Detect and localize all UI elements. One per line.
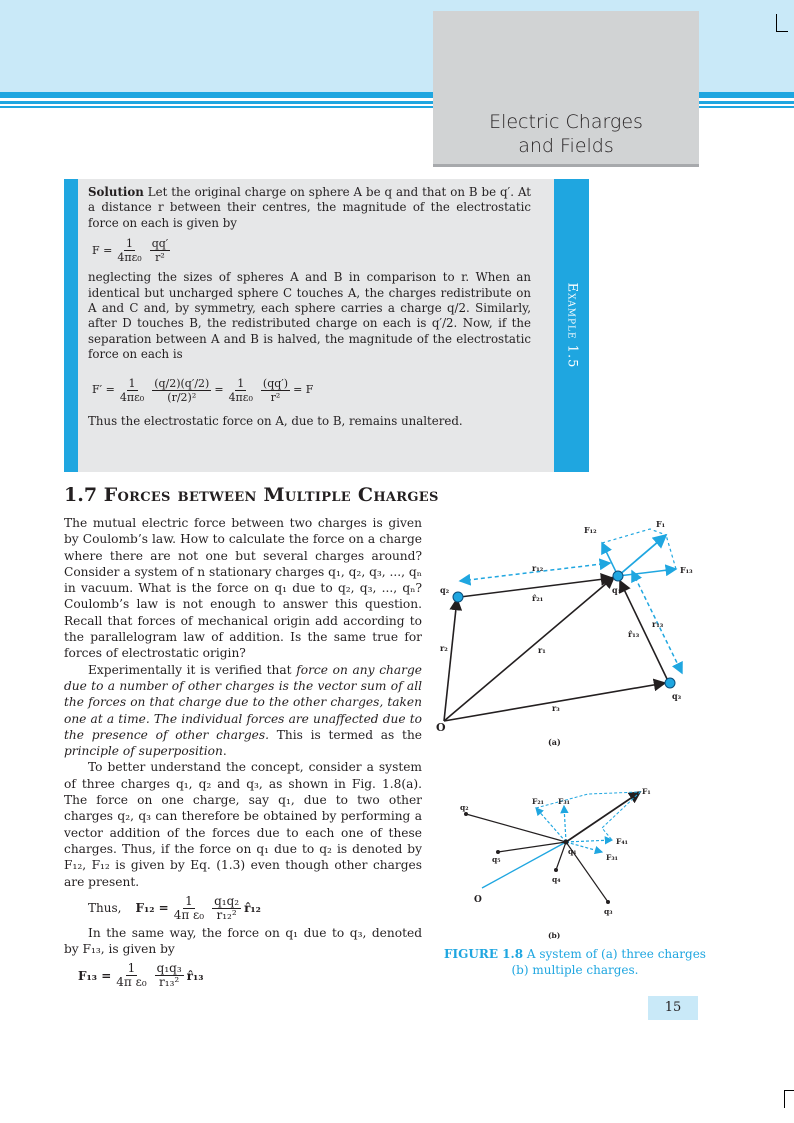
label-q2: q₂ (460, 803, 469, 812)
charge-q1 (564, 840, 569, 845)
fraction (118, 377, 146, 404)
chapter-title (433, 110, 699, 158)
numerator: 1 (185, 893, 193, 908)
p2-text: . (222, 744, 227, 759)
section-heading (64, 484, 439, 506)
numerator: 1 (237, 376, 245, 390)
numerator: (q/2)(q′/2) (154, 376, 210, 390)
label-q3: q₃ (672, 691, 682, 701)
label-f13: F₁₃ (680, 565, 693, 575)
vector-r1 (444, 577, 614, 721)
p2-text: Experimentally it is verified that (88, 662, 297, 677)
chapter-title-box (433, 11, 699, 167)
denominator: 4πε₀ (119, 390, 145, 404)
label-r13: r₁₃ (652, 619, 664, 629)
example-label-text: Example 1.5 (564, 282, 580, 369)
label-f31b: F₃₁ (606, 853, 618, 862)
label-f1: F₁ (642, 787, 651, 796)
body-text (64, 515, 422, 989)
charge-q3 (606, 900, 610, 904)
charge-q2 (464, 812, 468, 816)
label-r21hat: r̂₂₁ (532, 593, 544, 603)
crop-mark (776, 14, 777, 32)
numerator: q₁q₃ (156, 961, 182, 976)
p2-text: This is termed as the (269, 727, 423, 742)
label-q5: q₅ (492, 855, 501, 864)
label-q3: q₃ (604, 907, 613, 916)
equation-f12 (88, 895, 422, 922)
denominator: (r/2)² (167, 390, 197, 404)
charge-q3 (665, 678, 675, 688)
label-q2: q₂ (440, 585, 450, 595)
eq-lhs: F₁₂ = (135, 901, 169, 916)
label-r1: r₁ (538, 645, 546, 655)
numerator: 1 (128, 376, 136, 390)
force-f31 (564, 806, 566, 842)
figure-caption (440, 946, 710, 978)
label-f21: F₂₁ (532, 797, 544, 806)
numerator: qq′ (151, 237, 169, 251)
fraction (172, 895, 206, 922)
denominator: 4π ε₀ (116, 975, 147, 990)
charge-q1 (613, 571, 623, 581)
label-sub-b: (b) (548, 931, 561, 940)
eq-rhs: r̂₁₂ (244, 901, 261, 916)
p2-italic: force on any charge due to a number of other charges is the vector sum of all the forces on that charge due to the other charges, taken one at a time. The individual forces are unaffected due to the presence of other charges. (64, 662, 422, 742)
paragraph-1: The mutual electric force between two charges is given by Coulomb’s law. How to calculate the force on a charge where there are not one but several charges around? Consider a system of n stationary charges q₁, q₂, q₃, ..., qₙ in vacuum. What is the force on q₁ due to q₂, q₃, ..., qₙ? Coulomb’s law is not enough to answer this question. Recall that forces of mechanical origin add according to the parallelogram law of addition. Is the same true for forces of electrostatic origin? (64, 516, 422, 661)
thus-label: Thus, (88, 901, 122, 916)
fraction (114, 962, 148, 989)
denominator: 4πε₀ (228, 390, 253, 404)
force-f12 (602, 543, 618, 576)
label-f41: F₄₁ (616, 837, 628, 846)
eq-lhs: F = (92, 244, 113, 258)
chapter-title-line2: and Fields (518, 135, 614, 157)
label-r13hat: r̂₁₃ (628, 629, 640, 639)
label-q1: q₁ (568, 847, 577, 856)
force-f21 (536, 808, 566, 842)
charge-q4 (554, 868, 558, 872)
crop-mark (776, 31, 788, 32)
parallelogram (602, 529, 666, 543)
example-solution (88, 185, 531, 429)
denominator: r² (270, 390, 281, 404)
numerator: 1 (126, 237, 134, 251)
label-f1: F₁ (656, 519, 666, 529)
chapter-title-line1: Electric Charges (489, 111, 643, 133)
solution-para1: Let the original charge on sphere A be q and that on B be q′. At a distance r between their centres, the magnitude of the electrostatic force on each is given by (88, 185, 531, 230)
force-f13 (618, 569, 676, 576)
denominator: 4π ε₀ (173, 907, 205, 922)
denominator: r₁₃² (159, 975, 180, 990)
label-r12: r₁₂ (532, 563, 544, 573)
example-label (554, 179, 589, 472)
crop-mark (784, 1090, 785, 1108)
fraction (261, 377, 290, 404)
vector-r2 (444, 599, 457, 721)
label-r3: r₃ (552, 703, 560, 713)
eq-rhs: r̂₁₃ (186, 968, 204, 983)
eq-lhs: F′ = (92, 383, 115, 397)
paragraph-2 (64, 662, 422, 760)
solution-label: Solution (88, 185, 144, 199)
equation-f13 (78, 962, 422, 989)
parallelogram (666, 535, 676, 569)
label-sub-a: (a) (548, 737, 561, 747)
fraction (152, 377, 211, 404)
denominator: r² (155, 251, 165, 265)
section-title: Forces between Multiple Charges (103, 484, 439, 506)
example-left-bar (64, 179, 78, 472)
eq-equals: = (214, 383, 224, 397)
fraction (212, 895, 241, 922)
figure-1-8a (432, 515, 702, 755)
figure-caption-number: FIGURE 1.8 (444, 947, 524, 961)
figure-caption-text: A system of (a) three charges (b) multiple charges. (511, 947, 706, 977)
charge-q5 (496, 850, 500, 854)
numerator: (qq′) (262, 376, 289, 390)
label-origin: O (436, 721, 446, 734)
label-q1: q₁ (612, 585, 622, 595)
fraction (155, 962, 184, 989)
line-q1-q2 (466, 814, 566, 842)
fraction (227, 377, 255, 404)
label-f31: F₃₁ (558, 797, 570, 806)
label-q4: q₄ (552, 875, 561, 884)
example-box (64, 179, 589, 472)
numerator: q₁q₂ (214, 893, 240, 908)
eq-rhs: = F (293, 383, 314, 397)
denominator: r₁₂² (216, 907, 237, 922)
force-f1 (618, 535, 666, 576)
eq-lhs: F₁₃ = (78, 968, 112, 983)
paragraph-3: To better understand the concept, consider a system of three charges q₁, q₂ and q₃, as shown in Fig. 1.8(a). The force on one charge, say q₁, due to two other charges q₂, q₃ can therefore be obtained by performing a vector addition of the forces due to each one of these charges. Thus, if the force on q₁ due to q₂ is denoted by F₁₂, F₁₂ is given by Eq. (1.3) even though other charges are present. (64, 760, 422, 889)
vector-r3 (444, 683, 665, 721)
label-origin: O (474, 895, 482, 905)
solution-para3: Thus the electrostatic force on A, due to B, remains unaltered. (88, 413, 463, 428)
equation-f (92, 237, 531, 264)
charge-q2 (453, 592, 463, 602)
paragraph-4: In the same way, the force on q₁ due to q₃, denoted by F₁₃, is given by (64, 925, 422, 957)
polygon-sum (536, 792, 640, 840)
figure-1-8b (452, 782, 662, 942)
denominator: 4πε₀ (117, 251, 142, 265)
label-f12: F₁₂ (584, 525, 597, 535)
crop-mark (784, 1090, 794, 1091)
fraction (150, 237, 171, 264)
page-number: 15 (648, 996, 698, 1020)
equation-f-prime (92, 377, 531, 404)
fraction (115, 237, 143, 264)
section-number: 1.7 (64, 484, 98, 506)
force-f1 (566, 792, 640, 842)
force-f41 (566, 840, 612, 842)
solution-para2: neglecting the sizes of spheres A and B in comparison to r. When an identical but uncharged sphere C touches A, the charges redistribute on A and C and, by symmetry, each sphere carries a charge q/2. Similarly, after D touches B, the redistributed charge on each is q′/2. Now, if the separation between A and B is halved, the magnitude of the electrostatic force on each is (88, 270, 531, 362)
label-r2: r₂ (440, 643, 448, 653)
numerator: 1 (127, 961, 136, 976)
principle-of-superposition: principle of superposition (64, 744, 223, 759)
